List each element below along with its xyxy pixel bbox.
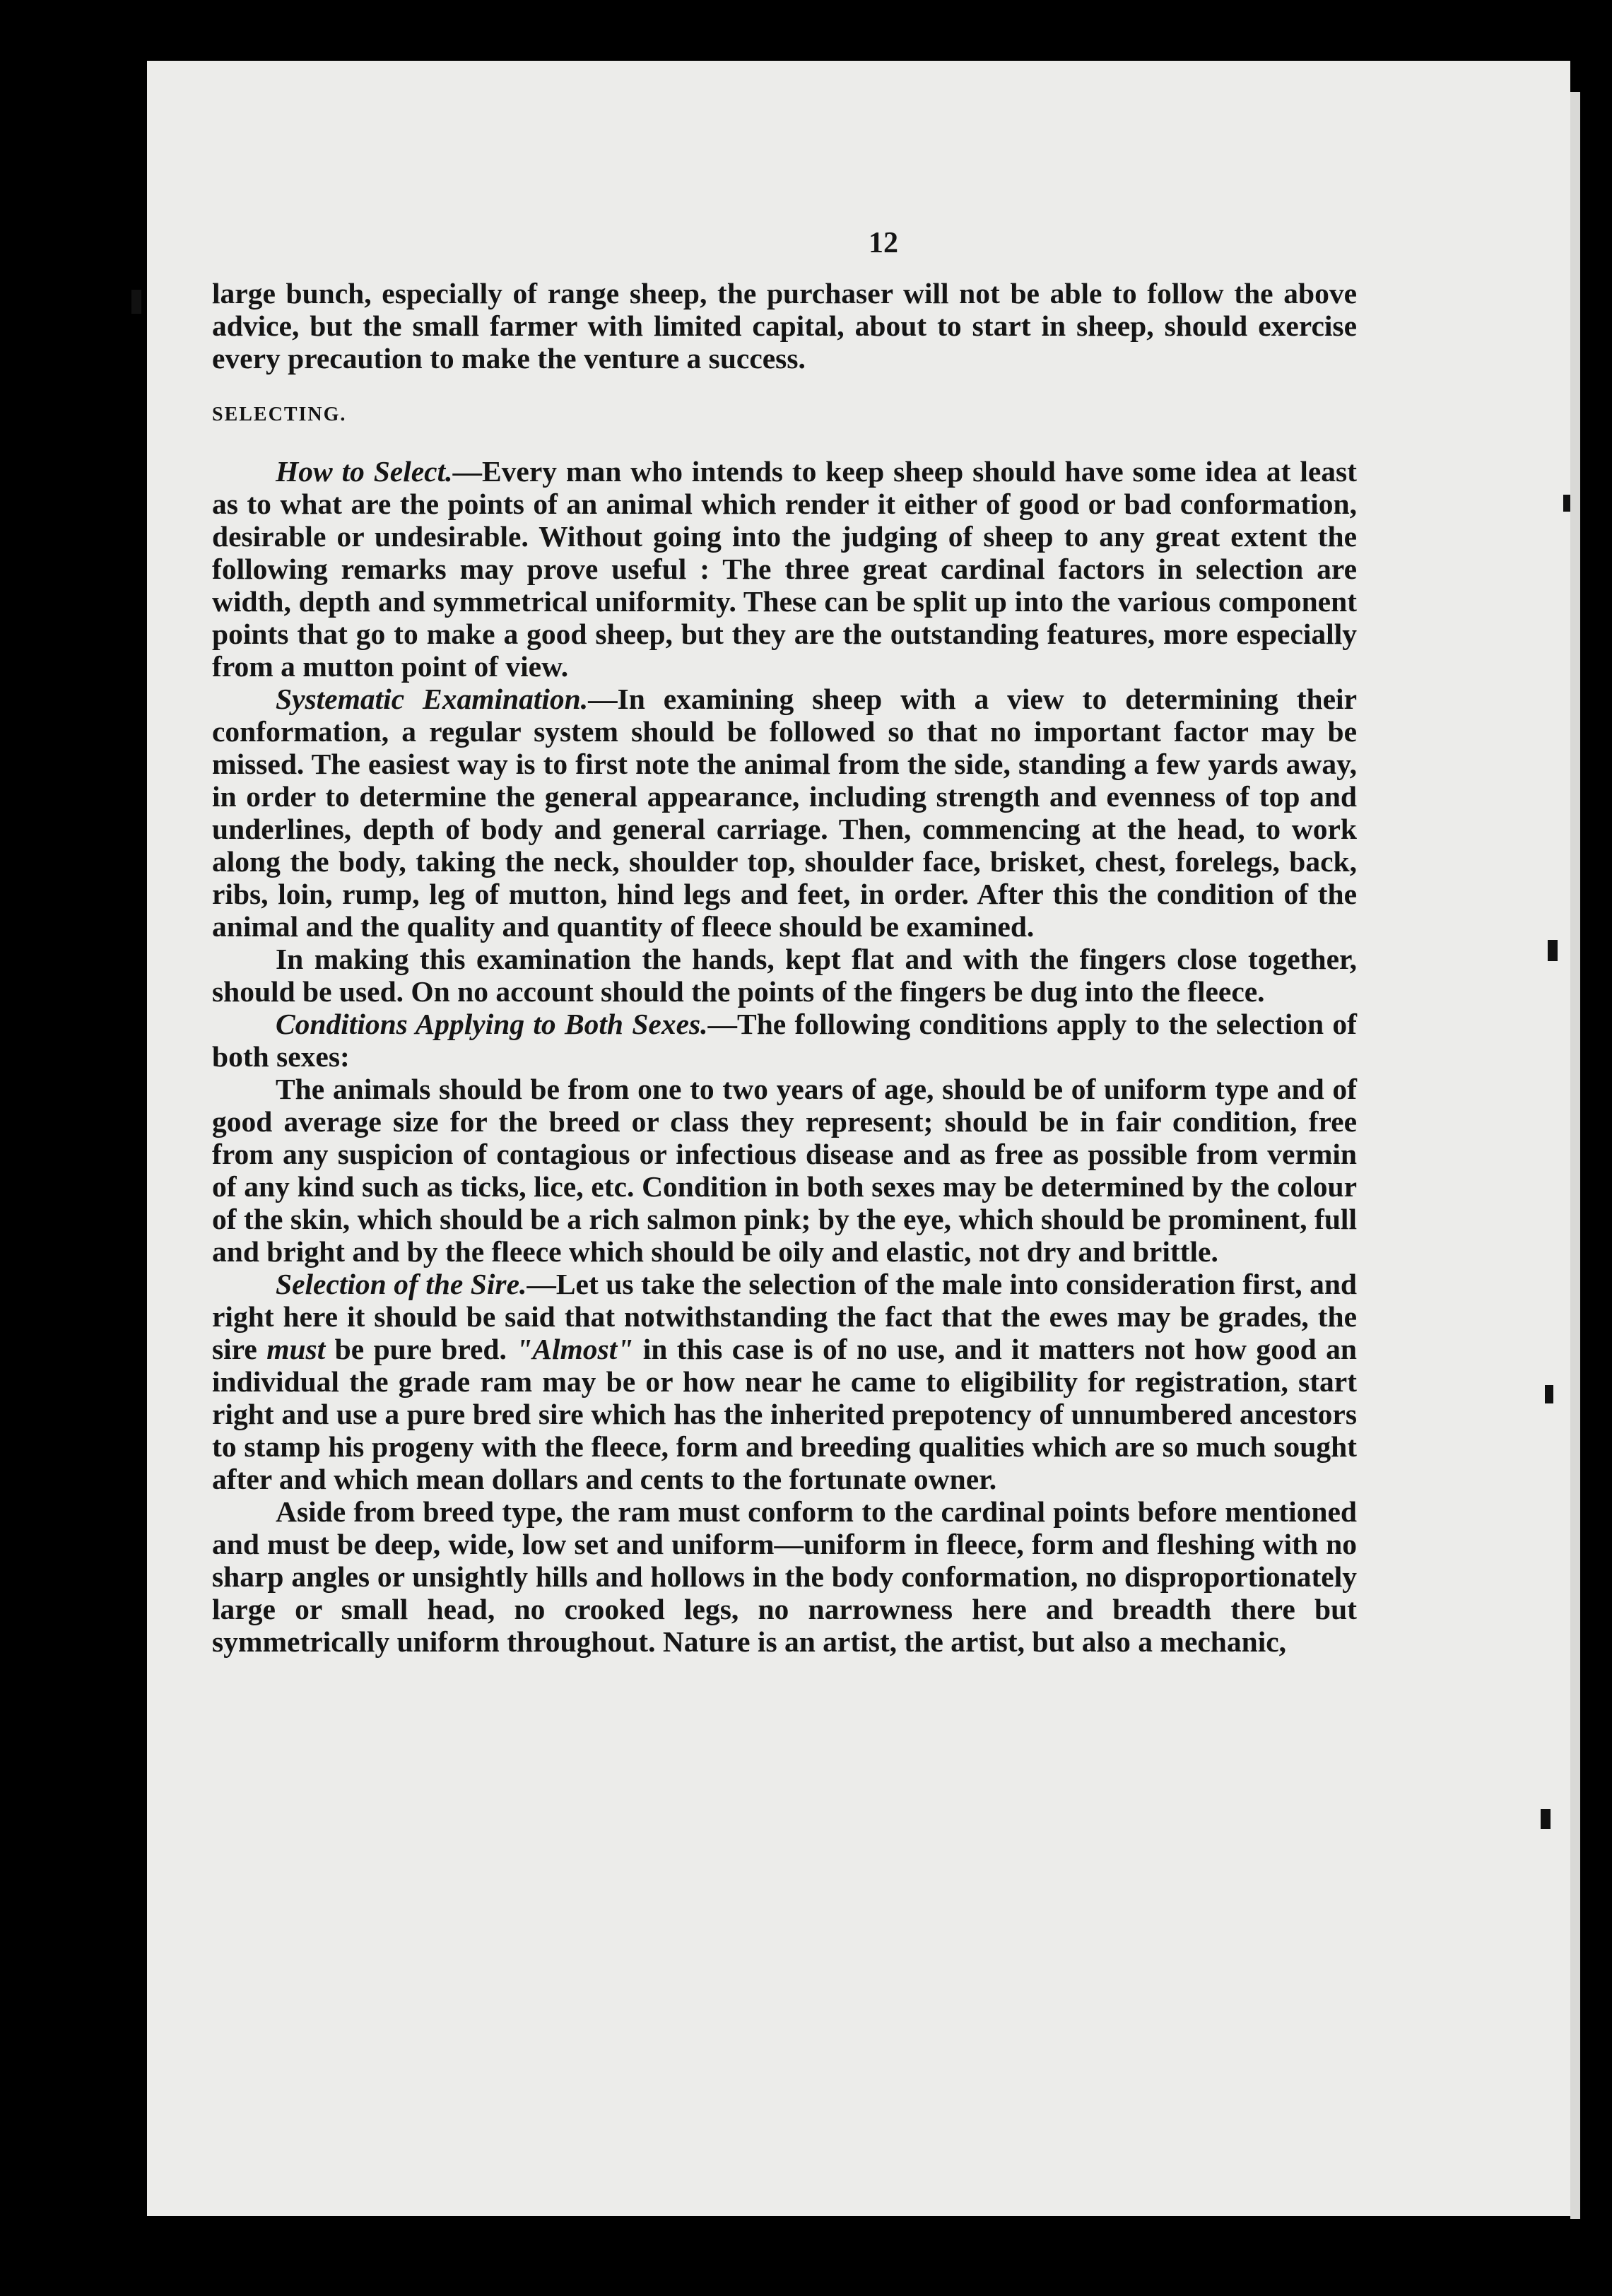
scan-mark [131,290,141,314]
paragraph-systematic-examination [212,683,1357,943]
paragraph-text: in this case is of no use, and it matters not how good an individual the grade ram may be or how near he came to eligibility for registration, start right and use a pure bred sire which has the inherited prepotency of unnumbered ancestors to stamp his progeny with the fleece, form and breeding qualities which are so much sought after and which mean dollars and cents to the fortunate owner. [212,1333,1357,1495]
scan-mark [1541,1809,1551,1829]
paragraph-text: —Every man who intends to keep sheep should have some idea at least as to what are the points of an animal which render it either of good or bad conformation, desirable or undesirable. Without going into the judging of sheep to any great extent the following remarks may prove useful : The three great cardinal factors in selection are width, depth and symmetrical uniformity. These can be split up into the various component points that go to make a good sheep, but they are the outstanding features, more especially from a mutton point of view. [212,455,1358,683]
paragraph-text: In making this examination the hands, kept flat and with the fingers close together, should be used. On no account should the points of the fingers be dug into the fleece. [212,943,1357,1008]
paragraph-lead: Selection of the Sire. [276,1268,527,1300]
scan-mark [1548,940,1558,961]
intro-paragraph: large bunch, especially of range sheep, the purchaser will not be able to follow the above advice, but the small farmer with limited capital, about to start in sheep, should exercise every precaution to make the venture a success. [212,277,1357,375]
paragraph-conditions-both-sexes [212,1008,1357,1073]
body-text [212,277,1357,1658]
paragraph-examination-hands [212,943,1357,1008]
paragraph-text: —In examining sheep with a view to determining their conformation, a regular system should be followed so that no important factor may be missed. The easiest way is to first note the animal from the side, standing a few yards away, in order to determine the general appearance, including strength and evenness of top and underlines, depth of body and general carriage. Then, commencing at the head, to work along the body, taking the neck, shoulder top, shoulder face, brisket, chest, forelegs, back, ribs, loin, rump, leg of mutton, hind legs and feet, in order. After this the condition of the animal and the quality and quantity of fleece should be examined. [212,683,1358,943]
emphasis-almost: "Almost" [516,1333,634,1365]
paragraph-text: —Let us take the selection of the male into consideration first, and right here it should be said that notwithstanding the fact that the ewes may be grades, the sire [212,1268,1357,1365]
paragraph-text: —The following conditions apply to the selection of both sexes: [212,1008,1357,1073]
scan-mark [1545,1385,1553,1403]
paragraph-text: be pure bred. [325,1333,517,1365]
section-heading: SELECTING. [212,404,347,425]
page-number: 12 [869,227,898,259]
paragraph-breed-type [212,1495,1357,1658]
adjacent-page-edge [1570,92,1580,2219]
paragraph-lead: Conditions Applying to Both Sexes. [276,1008,708,1040]
paragraph-text: Aside from breed type, the ram must conform to the cardinal points before mentioned and must be deep, wide, low set and uniform—uniform in fleece, form and fleshing with no sharp angles or unsightly hills and hollows in the body conformation, no disproportionately large or small head, no crooked legs, no narrowness here and breadth there but symmetrically uniform throughout. Nature is an artist, the artist, but also a mechanic, [212,1495,1357,1658]
paragraph-how-to-select [212,455,1357,683]
scan-mark [1563,495,1570,512]
paragraph-lead: Systematic Examination. [276,683,589,715]
paragraph-animal-conditions [212,1073,1357,1268]
paragraph-text: The animals should be from one to two years of age, should be of uniform type and of good average size for the breed or class they represent; should be in fair condition, free from any suspicion of contagious or infectious disease and as free as possible from vermin of any kind such as ticks, lice, etc. Condition in both sexes may be determined by the colour of the skin, which should be a rich salmon pink; by the eye, which should be prominent, full and bright and by the fleece which should be oily and elastic, not dry and brittle. [212,1073,1357,1268]
paragraph-selection-of-sire [212,1268,1357,1495]
emphasis-must: must [266,1333,326,1365]
paragraph-lead: How to Select. [276,455,453,488]
